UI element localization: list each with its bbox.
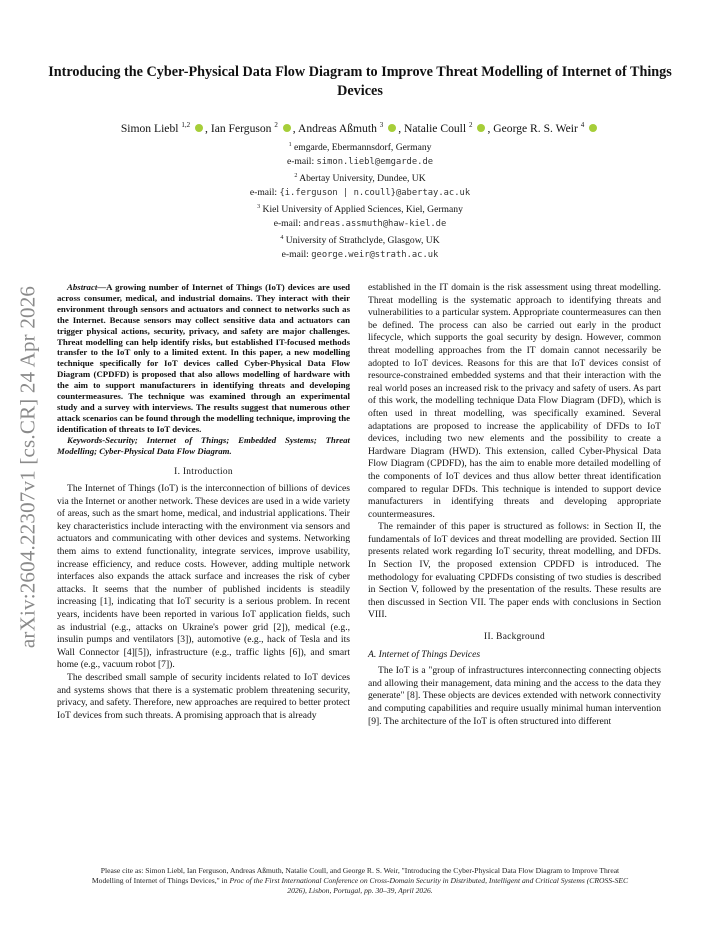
affil-mark: 3 [257,204,261,210]
subsection-heading: A. Internet of Things Devices [368,648,481,660]
author-name: George R. S. Weir [493,121,578,135]
left-column [57,282,350,722]
author-name: Simon Liebl [120,121,179,135]
citation-venue: Proc of the First International Conference on Cross-Domain Security in Distributed, Intelligent and Critical Systems (CROSS-SEC 2026), Lisbon, Portugal, pp. 30–39, April 2026. [229,876,629,896]
orcid-icon[interactable] [388,124,396,132]
affiliation-email [40,217,680,232]
affiliation-email [40,155,680,170]
author-affil-mark: 4 [580,121,585,129]
affiliation [40,232,680,248]
paper-title: Introducing the Cyber-Physical Data Flow Diagram to Improve Threat Modelling of Internet of Things Devices [48,64,672,99]
email-address[interactable]: simon.liebl@emgarde.de [316,157,434,168]
arxiv-identifier [6,262,50,672]
paragraph: The Internet of Things (IoT) is the interconnection of billions of devices via the Internet or another network. These devices are used in a wide variety of areas, such as the smart home, medical, and industrial applications. Their key characteristics include interacting with the environment via sensors and actuators and communicating with other devices and systems. Networking them aims to extend functionality, integrate services, improve usability, increase efficiency, and reduce costs. However, adding multiple network interfaces also expands the attack surface and increases the risk of cyber attacks. It seems that the number of published incidents is steadily increasing [1], indicating that IoT security is a serious problem. In recent years, incidents have been reported in various IoT application fields, such as industrial (e.g., attacks on Ukraine's power grid [2]), medical (e.g., insulin pumps and ventilators [3]), automotive (e.g., hack of Tesla and its Wall Connector [4][5]), infrastructure (e.g., traffic lights [6]), and smart home (e.g., vacuum robot [7]). [57,483,350,671]
author-name: Ian Ferguson [210,121,272,135]
email-label: e-mail: [281,249,309,261]
affil-text: Abertay University, Dundee, UK [299,173,426,185]
email-address[interactable]: andreas.assmuth@haw-kiel.de [303,219,447,230]
abstract-text: —A growing number of Internet of Things (IoT) devices are used across consumer, medical, and industrial domains. They interact with their environment through sensors and actuators and connect to networks such as the Internet. Because sensors may collect sensitive data and actuators can trigger physical actions, security, privacy, and safety are major challenges. Threat modelling can help identify risks, but established IT-focused methods transfer to the IoT only to a limited extent. In this paper, a new modelling technique specifically for IoT devices called Cyber-Physical Data Flow Diagram (CPDFD) is proposed that also allows modelling of hardware with the aim to support manufacturers in identifying threats and developing countermeasures. The technique was examined through an experimental study and a survey with interviews. The results suggest that numerous other attack scenarios can be found through the modelling technique, improving the identification of threats to IoT devices. [57,282,350,434]
section-heading-introduction: I. Introduction [174,466,233,477]
email-label: e-mail: [249,187,278,199]
author-list: Simon Liebl $^{1,2}$ , Ian Ferguson $^2$ , Andreas Aßmuth $^3$ , Natalie Coull $^2$ , George R. S. Weir $^4$ [40,121,680,135]
email-address[interactable]: george.weir@strath.ac.uk [311,250,439,261]
orcid-icon[interactable] [283,124,291,132]
affiliations [40,139,680,263]
affiliation-email [40,186,680,201]
paragraph: The described small sample of security incidents related to IoT devices and systems shows that there is a systematic problem threatening security, privacy, and safety. Therefore, new approaches are required to better protect IoT devices from such threats. A promising approach that is already [57,672,350,721]
author-affil-mark: 2 [469,121,473,129]
email-label: e-mail: [286,156,315,168]
author-name: Natalie Coull [403,121,467,135]
affiliation [40,170,680,186]
abstract [57,282,350,435]
affil-mark: 2 [294,173,298,179]
affiliation [40,201,680,217]
citation-text: Please cite as: Simon Liebl, Ian Ferguson, Andreas Aßmuth, Natalie Coull, and George R. S. Weir, "Introducing the Cyber-Physical Data Flow Diagram to Improve Threat Modelling of Internet of Things Devices," in [91,866,620,886]
affil-mark: 4 [280,235,284,241]
paragraph: The IoT is a "group of infrastructures interconnecting connecting objects and allowing their management, data mining and the access to the data they generate" [8]. These objects are devices extended with network connectivity and computing capabilities and require usually minimal human intervention [9]. The architecture of the IoT is often structured into different [368,665,661,727]
affiliation [40,139,680,155]
author-affil-mark: 1,2 [181,121,191,129]
affil-mark: 1 [288,142,292,148]
orcid-icon[interactable] [195,124,203,132]
section-heading-background: II. Background [484,632,545,643]
affiliation-email [40,248,680,263]
email-address[interactable]: {i.ferguson | n.coull}@abertay.ac.uk [279,188,471,199]
author-affil-mark: 3 [379,121,384,129]
author-name: Andreas Aßmuth [297,121,377,135]
keywords: Keywords-Security; Internet of Things; Embedded Systems; Threat Modelling; Cyber-Physical Data Flow Diagram. [57,434,350,456]
paragraph: The remainder of this paper is structured as follows: in Section II, the fundamentals of IoT devices and threat modelling are provided. Section III presents related work regarding IoT security, threat modelling, and DFDs. In Section IV, the proposed extension CPDFD is introduced. The methodology for evaluating CPDFDs consisting of two studies is described in Section V, followed by the presentation of the results. These results are then discussed in Section VII. The paper ends with conclusions in Section VIII. [368,521,661,621]
affil-text: University of Strathclyde, Glasgow, UK [285,235,440,247]
affil-text: emgarde, Ebermannsdorf, Germany [293,142,432,154]
orcid-icon[interactable] [477,124,485,132]
citation-footer [90,866,630,897]
email-label: e-mail: [273,218,301,230]
paragraph: established in the IT domain is the risk assessment using threat modelling. Threat modelling is the systematic approach to identifying threats and vulnerabilities to a particular system. Appropriate countermeasures can then be defined. The process can also be carried out early in the product lifecycle, which supports the goal security by design. However, common threat modelling approaches from the IT domain cannot necessarily be adopted to IoT devices. Reasons for this are that IoT devices consist of resource-constrained embedded systems and that their interaction with the real world poses an increased risk to the privacy and safety of users. As part of this work, the modelling technique Data Flow Diagram (DFD), which is often used in threat modelling, was specifically examined. Several adaptations are proposed to increase the applicability of DFDs to IoT devices, including two new elements and the possibility to create a Hardware Diagram (HWD). This extension, called Cyber-Physical Data Flow Diagram (CPDFD), has the aim to enable more detailed modelling of the components of IoT devices and thus allow better threat identification compared to regular DFDs. This technique is intended to support device manufacturers in identifying threats and developing appropriate countermeasures. [368,282,661,520]
arxiv-id-text: arXiv:2604.22307v1 [cs.CR] 24 Apr 2026 [15,285,40,649]
abstract-label: Abstract [67,282,98,292]
author-affil-mark: 2 [274,121,278,129]
right-column [368,282,661,728]
orcid-icon[interactable] [589,124,597,132]
affil-text: Kiel University of Applied Sciences, Kiel, Germany [262,204,463,216]
